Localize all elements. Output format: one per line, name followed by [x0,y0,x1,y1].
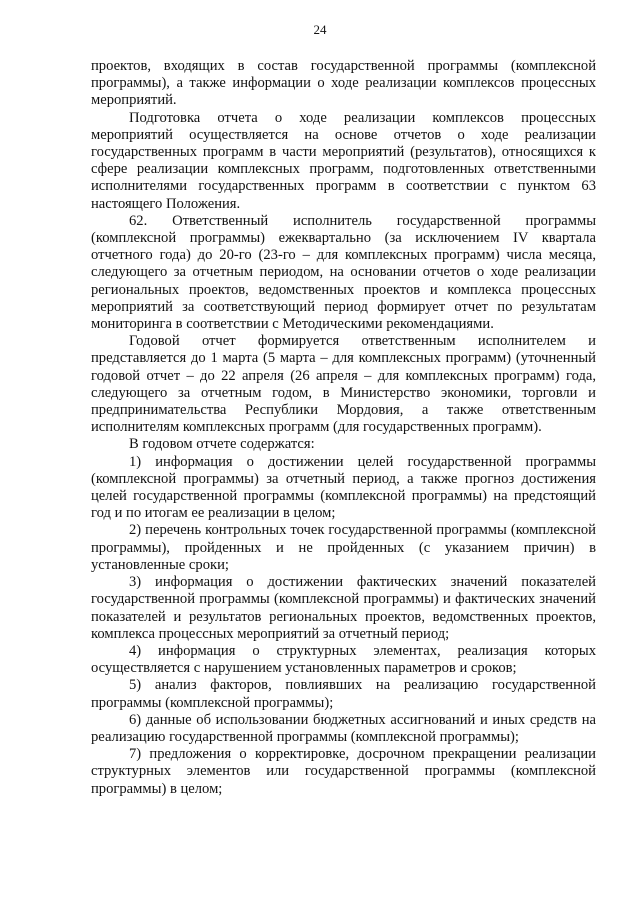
paragraph-annual-report: Годовой отчет формируется ответственным исполнителем и представляется до 1 марта (5 марта – для комплексных программ) (уточненный годовой отчет – до 22 апреля (26 апреля – для комплексных программ) года, следующего за отчетным годом, в Министерство экономики, торговли и предпринимательства Республики Мордовия, а также ответственным исполнителям комплексных программ (для государственных программ). [91,333,596,436]
paragraph-item-62: 62. Ответственный исполнитель государственной программы (комплексной программы) ежеквартально (за исключением IV квартала отчетного года) до 20-го (23-го – для комплексных программ) числа месяца, следующего за отчетным периодом, на основании отчетов о ходе реализации региональных проектов, ведомственных проектов и комплекса процессных мероприятий за соответствующий период формирует отчет по результатам мониторинга в соответствии с Методическими рекомендациями. [91,212,596,333]
list-item-4: 4) информация о структурных элементах, реализация которых осуществляется с нарушением установленных параметров и сроков; [91,642,596,677]
paragraph-annual-report-contents: В годовом отчете содержатся: [129,436,315,453]
list-item-7: 7) предложения о корректировке, досрочном прекращении реализации структурных элементов или государственной программы (комплексной программы) в целом; [91,746,596,797]
page-number: 24 [313,22,327,37]
paragraph-continuation: проектов, входящих в состав государственной программы (комплексной программы), а также информации о ходе реализации комплексов процессных мероприятий. [91,58,596,109]
list-item-3: 3) информация о достижении фактических значений показателей государственной программы (комплексной программы) и фактических значений показателей и результатов региональных проектов, ведомственных проектов, комплекса процессных мероприятий за отчетный период; [91,574,596,642]
list-item-1: 1) информация о достижении целей государственной программы (комплексной программы) за отчетный период, а также прогноз достижения целей государственной программы (комплексной программы) на предстоящий год и по итогам ее реализации в целом; [91,453,596,522]
list-item-5: 5) анализ факторов, повлиявших на реализацию государственной программы (комплексной программы); [91,677,596,711]
list-item-6: 6) данные об использовании бюджетных ассигнований и иных средств на реализацию государственной программы (комплексной программы); [91,711,596,745]
page-body [91,58,596,798]
paragraph-report-preparation: Подготовка отчета о ходе реализации комплексов процессных мероприятий осуществляется на основе отчетов о ходе реализации государственных программ в части мероприятий (результатов), относящихся к сфере реализации комплексных программ, подготовленных ответственными исполнителями государственных программ в соответствии с пунктом 63 настоящего Положения. [91,109,596,212]
list-item-2: 2) перечень контрольных точек государственной программы (комплексной программы), пройденных и не пройденных (с указанием причин) в установленные сроки; [91,522,596,573]
